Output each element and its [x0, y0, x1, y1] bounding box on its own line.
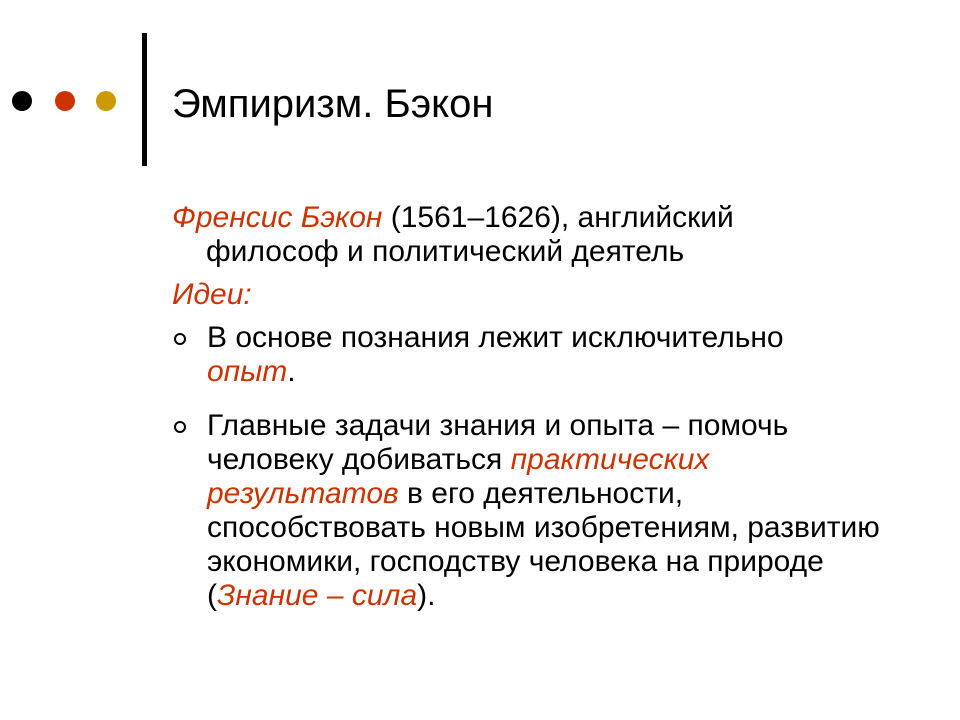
life-years: (1561–1626), — [390, 201, 570, 234]
gold-dot-icon — [96, 91, 116, 111]
ideas-label: Идеи: — [172, 278, 252, 311]
bullet-2-emphasis: практических результатов — [207, 443, 710, 510]
black-dot-icon — [12, 91, 32, 111]
bullet-1-end: . — [287, 355, 296, 388]
bullet-item-goals — [172, 409, 892, 613]
person-name: Френсис Бэкон — [172, 201, 383, 234]
bullet-2-text: Главные задачи знания и опыта – помочь человеку добиваться — [207, 409, 789, 476]
slide-title: Эмпиризм. Бэкон — [172, 82, 494, 126]
bullet-1-text: В основе познания лежит исключительно — [207, 321, 784, 354]
slide-body — [172, 201, 892, 613]
hollow-circle-bullet-icon — [174, 333, 186, 345]
bullet-2-end: ). — [417, 579, 436, 612]
bullet-1-emphasis: опыт — [207, 355, 288, 388]
intro-paragraph — [172, 201, 892, 269]
bullet-2-middle: в его деятельности, способствовать новым изобретениям, развитию экономики, господству человека на природе ( — [207, 477, 880, 612]
bullet-2-quote: Знание – сила — [217, 579, 418, 612]
description-line-1: английский — [569, 201, 734, 234]
hollow-circle-bullet-icon — [174, 421, 186, 433]
bullet-item-experience — [172, 321, 892, 389]
title-divider — [142, 33, 147, 166]
red-dot-icon — [55, 91, 75, 111]
description-line-2: философ и политический деятель — [206, 235, 685, 268]
